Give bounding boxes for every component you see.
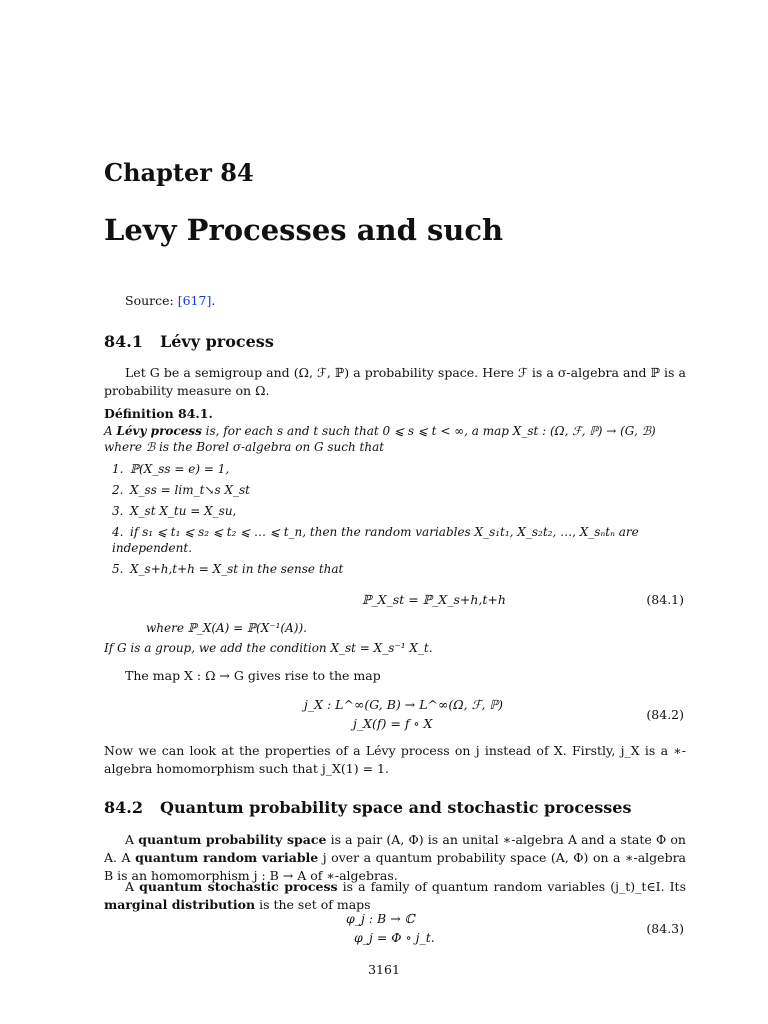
list-item-number: 5.: [112, 562, 124, 576]
list-item-text: X_st X_tu = X_su,: [130, 504, 237, 518]
map-intro-text: The map X : Ω → G gives rise to the map: [125, 668, 381, 683]
equation-84-3-line-1: φ_j : B → ℂ: [346, 911, 415, 926]
list-item: [112, 561, 686, 577]
equation-number: (84.2): [646, 707, 684, 722]
chapter-label: Chapter 84: [104, 158, 254, 187]
list-item: [112, 461, 686, 477]
equation-84-2-line-1: j_X : L^∞(G, B) → L^∞(Ω, ℱ, ℙ): [304, 697, 504, 712]
section1-intro: Let G be a semigroup and (Ω, ℱ, ℙ) a probability space. Here ℱ is a σ-algebra and ℙ is a probability measure on Ω.: [104, 365, 686, 398]
section2-paragraph-2: [104, 878, 686, 914]
definition-text: is, for each s and t such that 0 ⩽ s ⩽ t < ∞, a map X_st : (Ω, ℱ, ℙ) → (G, ℬ): [201, 424, 656, 438]
term-marginal-distribution: marginal distribution: [104, 897, 256, 912]
where-line: where ℙ_X(A) = ℙ(X⁻¹(A)).: [146, 621, 307, 635]
section-title: Quantum probability space and stochastic processes: [160, 798, 632, 817]
list-item: [112, 524, 686, 556]
source-suffix: .: [211, 293, 216, 308]
source-prefix: Source:: [125, 293, 178, 308]
section-number: 84.2: [104, 798, 143, 817]
list-item: [112, 503, 686, 519]
term-quantum-random-variable: quantum random variable: [135, 850, 319, 865]
list-item-text: X_s+h,t+h = X_st in the sense that: [130, 562, 344, 576]
paragraph-text: A: [125, 832, 139, 847]
definition-text: A: [104, 424, 117, 438]
section2-paragraph-1: [104, 831, 686, 885]
citation-link[interactable]: [617]: [177, 293, 212, 308]
definition-line-1: [104, 423, 686, 439]
list-item-text: if s₁ ⩽ t₁ ⩽ s₂ ⩽ t₂ ⩽ … ⩽ t_n, then the random variables X_s₁t₁, X_s₂t₂, …, X_sₙtₙ are independent.: [112, 525, 639, 555]
list-item: [112, 482, 686, 498]
definition-term: Lévy process: [116, 424, 202, 438]
section-number: 84.1: [104, 332, 143, 351]
chapter-title: Levy Processes and such: [104, 213, 504, 247]
page-number: 3161: [368, 962, 400, 977]
equation-84-1: ℙ_X_st = ℙ_X_s+h,t+h: [362, 592, 506, 607]
paragraph-text: is a pair (A, Φ) is an unital ∗-algebra A and a state Φ on A. A: [104, 832, 686, 865]
section-heading-1: [104, 332, 274, 351]
paragraph-text: is a family of quantum random variables (j_t)_t∈I. Its: [337, 879, 686, 894]
list-item-number: 3.: [112, 504, 124, 518]
paragraph-text: is the set of maps: [255, 897, 371, 912]
list-item-number: 2.: [112, 483, 124, 497]
term-quantum-probability-space: quantum probability space: [138, 832, 327, 847]
equation-84-2-line-2: j_X(f) = f ∘ X: [353, 716, 433, 731]
term-quantum-stochastic-process: quantum stochastic process: [139, 879, 338, 894]
equation-84-3-line-2: φ_j = Φ ∘ j_t.: [354, 930, 435, 945]
paragraph-text: A: [125, 879, 140, 894]
list-item-text: X_ss = lim_t↘s X_st: [130, 483, 250, 497]
source-line: [125, 293, 215, 308]
list-item-number: 4.: [112, 525, 124, 539]
list-item-text: ℙ(X_ss = e) = 1,: [130, 462, 230, 476]
definition-title: Définition 84.1.: [104, 406, 213, 421]
after-equation-paragraph: Now we can look at the properties of a Lévy process on j instead of X. Firstly, j_X is a ∗-algebra homomorphism such that j_X(1) = 1.: [104, 743, 686, 776]
equation-number: (84.1): [646, 592, 684, 607]
list-item-number: 1.: [112, 462, 124, 476]
paragraph-text: j over a quantum probability space (A, Φ) on a ∗-algebra B is an homomorphism j : B → A of ∗-algebras.: [104, 850, 686, 883]
section-heading-2: [104, 798, 631, 817]
equation-number: (84.3): [646, 921, 684, 936]
section-title: Lévy process: [160, 332, 274, 351]
definition-line-2: where ℬ is the Borel σ-algebra on G such that: [104, 440, 385, 454]
group-condition-line: If G is a group, we add the condition X_st = X_s⁻¹ X_t.: [104, 641, 433, 655]
